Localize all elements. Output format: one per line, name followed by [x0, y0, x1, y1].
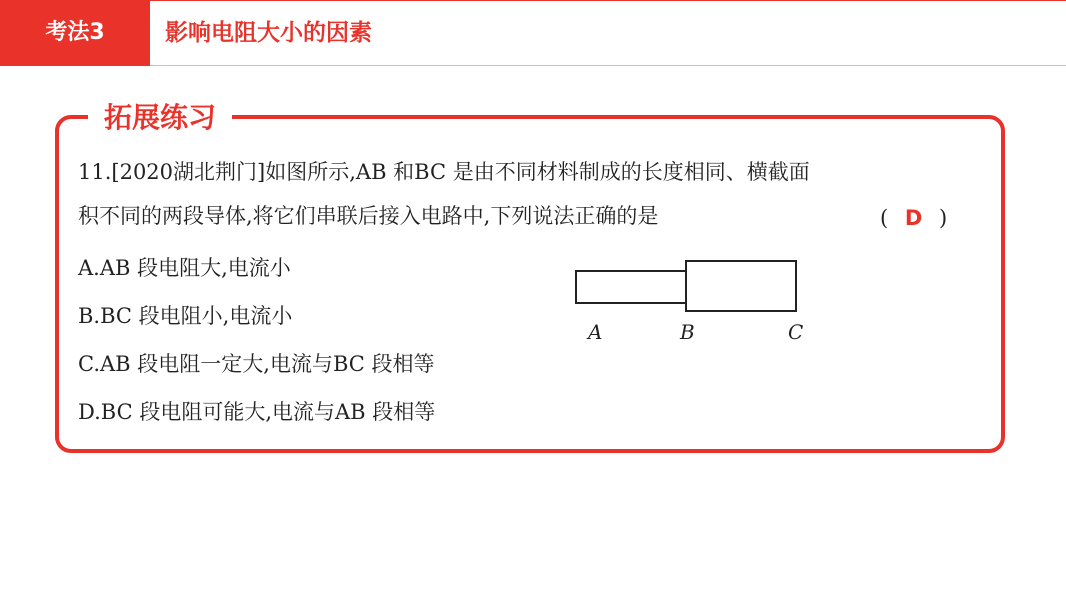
conductor-diagram — [560, 255, 820, 355]
conductor-bc — [686, 261, 796, 311]
question-line-2: 积不同的两段导体,将它们串联后接入电路中,下列说法正确的是 — [78, 204, 659, 228]
options-list — [78, 244, 435, 436]
section-label: 拓展练习 — [88, 98, 232, 138]
header-title: 影响电阻大小的因素 — [165, 20, 372, 46]
question-line-1: 11.[2020湖北荆门]如图所示,AB 和BC 是由不同材料制成的长度相同、横截面 — [78, 160, 810, 184]
header — [0, 0, 1066, 66]
answer-bracket — [880, 196, 947, 240]
option-a[interactable]: A.AB 段电阻大,电流小 — [78, 256, 291, 280]
answer-letter: D — [904, 206, 923, 230]
option-d[interactable]: D.BC 段电阻可能大,电流与AB 段相等 — [78, 400, 436, 424]
option-b[interactable]: B.BC 段电阻小,电流小 — [78, 304, 293, 328]
paren-open: ( — [880, 206, 889, 230]
label-a: A — [588, 320, 603, 344]
conductor-ab — [576, 271, 686, 303]
topic-badge: 考法3 — [0, 0, 150, 66]
option-c[interactable]: C.AB 段电阻一定大,电流与BC 段相等 — [78, 352, 435, 376]
question-text — [78, 150, 993, 238]
label-b: B — [680, 320, 695, 344]
label-c: C — [788, 320, 804, 344]
paren-close: ) — [939, 206, 948, 230]
